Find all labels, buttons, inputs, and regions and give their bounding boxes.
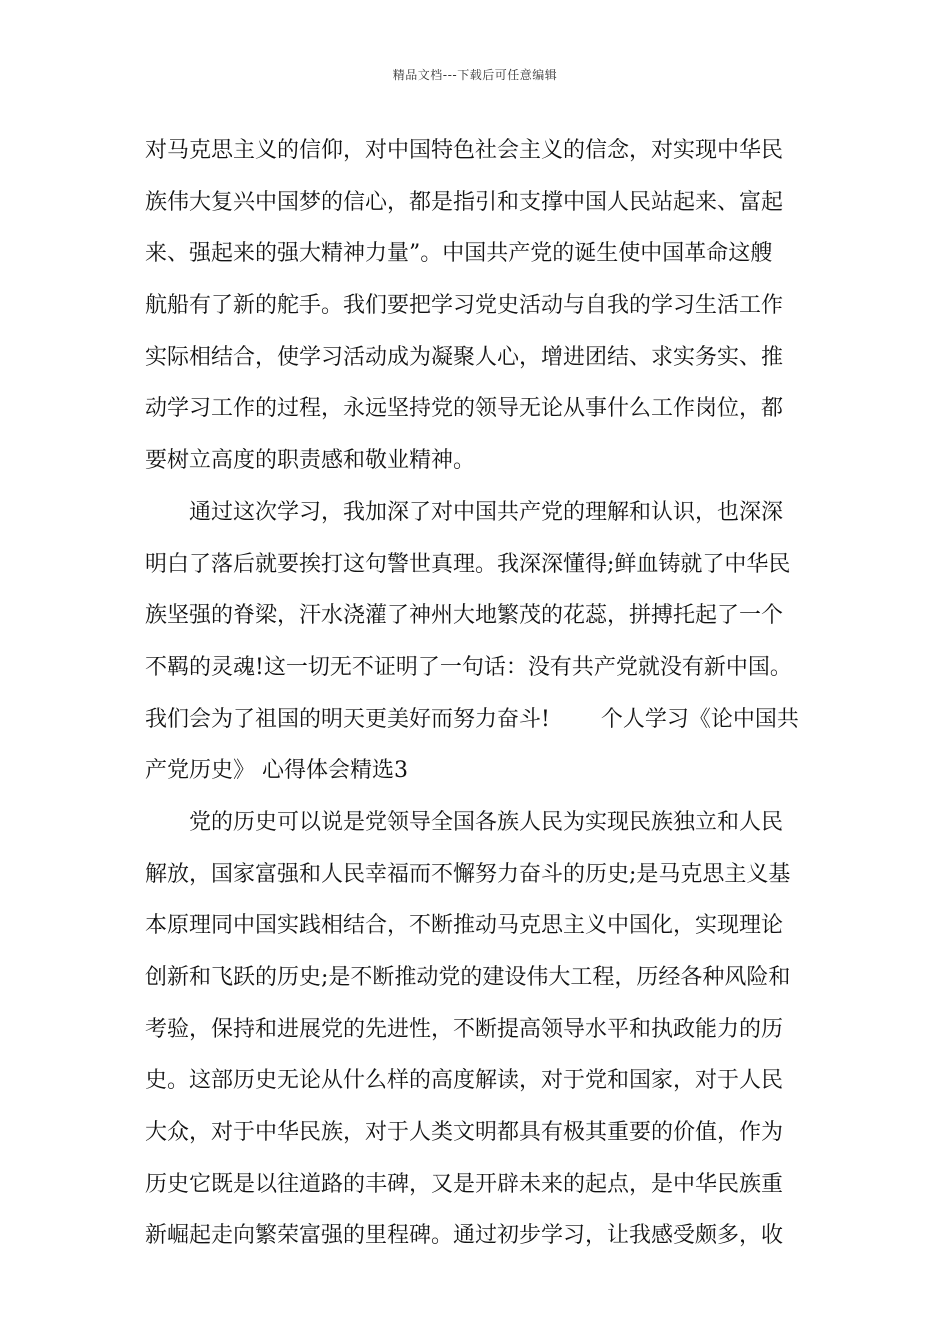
- text-line: 来、强起来的强大精神力量”。中国共产党的诞生使中国革命这艘: [145, 241, 773, 267]
- text-line: 史。这部历史无论从什么样的高度解读，对于党和国家，对于人民: [145, 1068, 784, 1094]
- text-line: 本原理同中国实践相结合，不断推动马克思主义中国化，实现理论: [145, 913, 784, 939]
- text-line: 大众，对于中华民族，对于人类文明都具有极其重要的价值，作为: [145, 1120, 784, 1146]
- text-line: 明白了落后就要挨打这句警世真理。我深深懂得;鲜血铸就了中华民: [145, 551, 791, 577]
- text-line: 要树立高度的职责感和敬业精神。: [145, 448, 476, 474]
- text-line: 对马克思主义的信仰，对中国特色社会主义的信念，对实现中华民: [145, 138, 784, 163]
- text-line: 实际相结合，使学习活动成为凝聚人心，增进团结、求实务实、推: [145, 344, 784, 370]
- text-line: 产党历史》 心得体会精选3: [145, 758, 408, 784]
- document-body: [145, 125, 805, 1262]
- text-line: 党的历史可以说是党领导全国各族人民为实现民族独立和人民: [145, 809, 784, 835]
- text-line: 族坚强的脊梁，汗水浇灌了神州大地繁茂的花蕊，拼搏托起了一个: [145, 603, 784, 629]
- text-line: 动学习工作的过程，永远坚持党的领导无论从事什么工作岗位，都: [145, 396, 784, 422]
- text-line: 我们会为了祖国的明天更美好而努力奋斗! 个人学习《论中国共: [145, 706, 799, 732]
- text-line: 不羁的灵魂!这一切无不证明了一句话：没有共产党就没有新中国。: [145, 654, 792, 680]
- text-line: 新崛起走向繁荣富强的里程碑。通过初步学习，让我感受颇多，收: [145, 1223, 784, 1249]
- text-line: 创新和飞跃的历史;是不断推动党的建设伟大工程，历经各种风险和: [145, 965, 791, 990]
- page-header: 精品文档---下载后可任意编辑: [392, 68, 558, 82]
- text-line: 考验，保持和进展党的先进性，不断提高领导水平和执政能力的历: [145, 1016, 784, 1042]
- text-line: 族伟大复兴中国梦的信心，都是指引和支撑中国人民站起来、富起: [145, 189, 784, 215]
- text-line: 历史它既是以往道路的丰碑，又是开辟未来的起点，是中华民族重: [145, 1171, 784, 1197]
- text-line: 解放，国家富强和人民幸福而不懈努力奋斗的历史;是马克思主义基: [145, 861, 791, 887]
- text-line: 通过这次学习，我加深了对中国共产党的理解和认识，也深深: [145, 499, 784, 525]
- text-line: 航船有了新的舵手。我们要把学习党史活动与自我的学习生活工作: [145, 293, 784, 319]
